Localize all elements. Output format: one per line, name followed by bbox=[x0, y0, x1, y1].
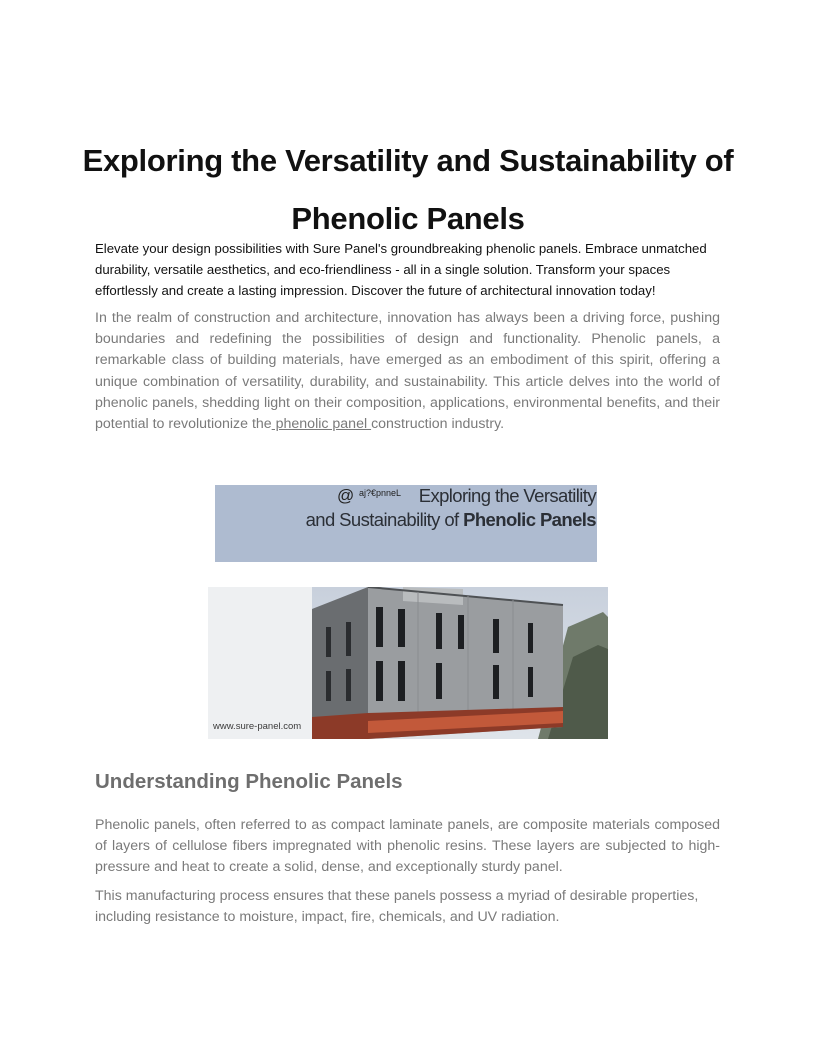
building-photo bbox=[208, 587, 608, 739]
paragraph-text: In the realm of construction and architecture, innovation has always been a driving force, pushing boundaries and redefining the possibilities of design and functionality. Phenolic panels, a remarkable class of building materials, have emerged as an embodiment of this spirit, offering a unique combination of versatility, durability, and sustainability. This article delves into the world of phenolic panels, shedding light on their composition, applications, environmental benefits, and their potential to revolutionize the bbox=[95, 310, 720, 433]
phenolic-panel-link[interactable]: phenolic panel bbox=[271, 416, 372, 433]
body-paragraph-3: This manufacturing process ensures that these panels possess a myriad of desirable properties, including resistance to moisture, impact, fire, chemicals, and UV radiation. bbox=[95, 888, 699, 926]
banner-line-2-bold: Phenolic Panels bbox=[463, 509, 596, 530]
banner-title-line-1: Exploring the Versatility bbox=[418, 485, 596, 506]
body-paragraph-2: Phenolic panels, often referred to as compact laminate panels, are composite materials composed of layers of cellulose fibers impregnated with phenolic resins. These layers are subjected to high-pressure and heat to create a solid, dense, and exceptionally sturdy panel. bbox=[95, 817, 720, 876]
section-heading: Understanding Phenolic Panels bbox=[95, 770, 403, 793]
paragraph-text-end: construction industry. bbox=[371, 416, 505, 433]
article-banner-image bbox=[215, 485, 597, 562]
banner-title-line-2 bbox=[306, 509, 596, 531]
photo-watermark-url: www.sure-panel.com bbox=[213, 721, 302, 732]
banner-logo-text: aj?€pnneL bbox=[359, 488, 402, 498]
article-title: Exploring the Versatility and Sustainability of Phenolic Panels bbox=[82, 143, 734, 236]
building-illustration bbox=[208, 587, 608, 739]
at-symbol: @ bbox=[337, 486, 355, 505]
banner-line-2-regular: and Sustainability of bbox=[305, 509, 464, 530]
intro-paragraph: Elevate your design possibilities with Sure Panel's groundbreaking phenolic panels. Embrace unmatched durability, versatile aesthetics, and eco-friendliness - all in a single solution. Transform your spaces effortlessly and create a lasting impression. Discover the future of architectural innovation today! bbox=[95, 241, 707, 298]
body-paragraph-1 bbox=[95, 308, 720, 435]
